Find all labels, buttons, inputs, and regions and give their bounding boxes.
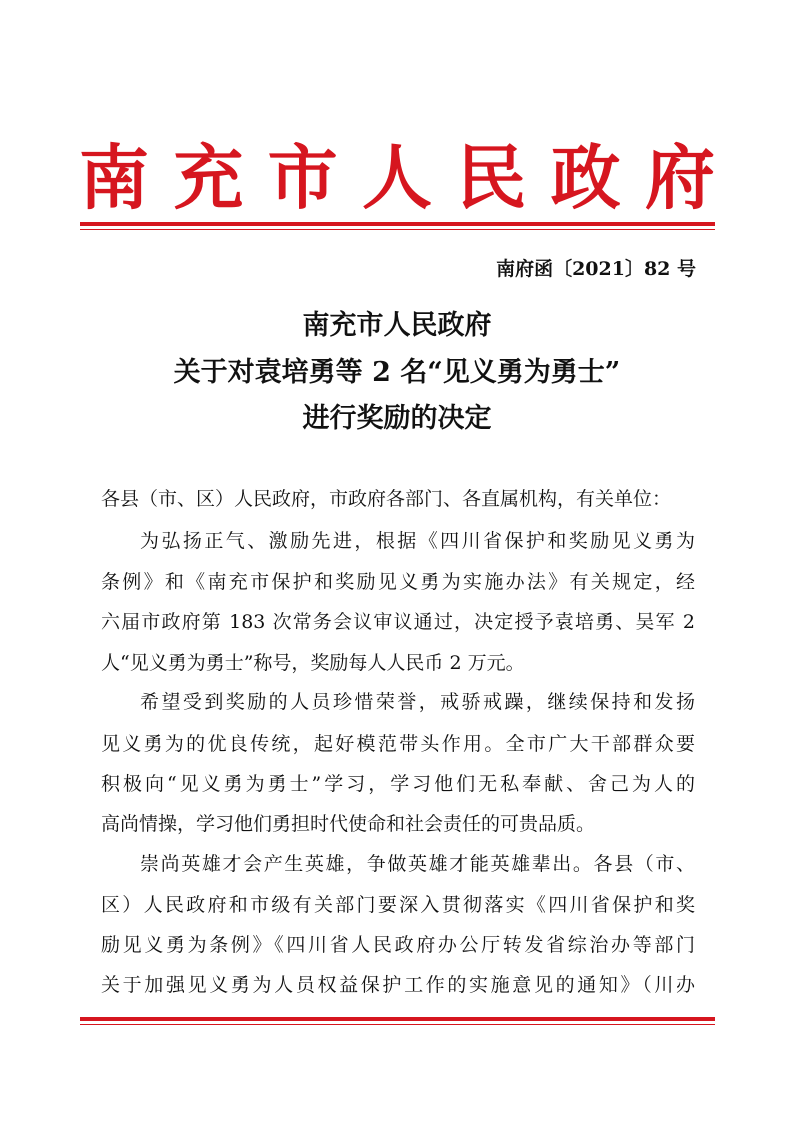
body-line: 崇尚英雄才会产生英雄，争做英雄才能英雄辈出。各县（市、	[140, 853, 695, 875]
body-line: 人“见义勇为勇士”称号，奖励每人人民币 2 万元。	[101, 652, 525, 674]
document-number: 南府函〔2021〕82 号	[496, 258, 696, 280]
government-masthead	[79, 138, 715, 218]
footer-divider-thin	[80, 1024, 715, 1025]
masthead-char: 政	[550, 136, 621, 219]
document-title-line-2: 关于对袁培勇等 2 名“见义勇为勇士”	[173, 357, 621, 388]
document-title-line-3: 进行奖励的决定	[302, 403, 492, 434]
body-line: 区）人民政府和市级有关部门要深入贯彻落实《四川省保护和奖	[101, 894, 695, 916]
masthead-char: 民	[456, 136, 527, 219]
footer-divider-thick	[80, 1017, 715, 1021]
body-line: 为弘扬正气、激励先进，根据《四川省保护和奖励见义勇为	[140, 530, 695, 552]
masthead-char: 充	[173, 136, 244, 219]
masthead-char: 市	[267, 136, 338, 219]
body-line: 希望受到奖励的人员珍惜荣誉，戒骄戒躁，继续保持和发扬	[140, 691, 695, 713]
header-divider-thick	[80, 222, 715, 226]
document-title-line-1: 南充市人民政府	[302, 310, 492, 341]
body-line: 见义勇为的优良传统，起好模范带头作用。全市广大干部群众要	[101, 733, 695, 755]
header-divider-thin	[80, 229, 715, 230]
body-line: 励见义勇为条例》《四川省人民政府办公厅转发省综治办等部门	[101, 934, 695, 956]
masthead-char: 南	[79, 136, 149, 219]
body-line: 条例》和《南充市保护和奖励见义勇为实施办法》有关规定，经	[101, 571, 695, 593]
salutation: 各县（市、区）人民政府，市政府各部门、各直属机构，有关单位：	[101, 488, 672, 510]
masthead-char: 府	[644, 136, 715, 219]
masthead-char: 人	[361, 136, 432, 219]
body-line: 六届市政府第 183 次常务会议审议通过，决定授予袁培勇、吴军 2	[101, 611, 695, 633]
body-line: 积极向“见义勇为勇士”学习，学习他们无私奉献、舍己为人的	[101, 773, 695, 795]
body-line: 高尚情操，学习他们勇担时代使命和社会责任的可贵品质。	[101, 813, 596, 835]
body-line: 关于加强见义勇为人员权益保护工作的实施意见的通知》（川办	[101, 974, 695, 996]
